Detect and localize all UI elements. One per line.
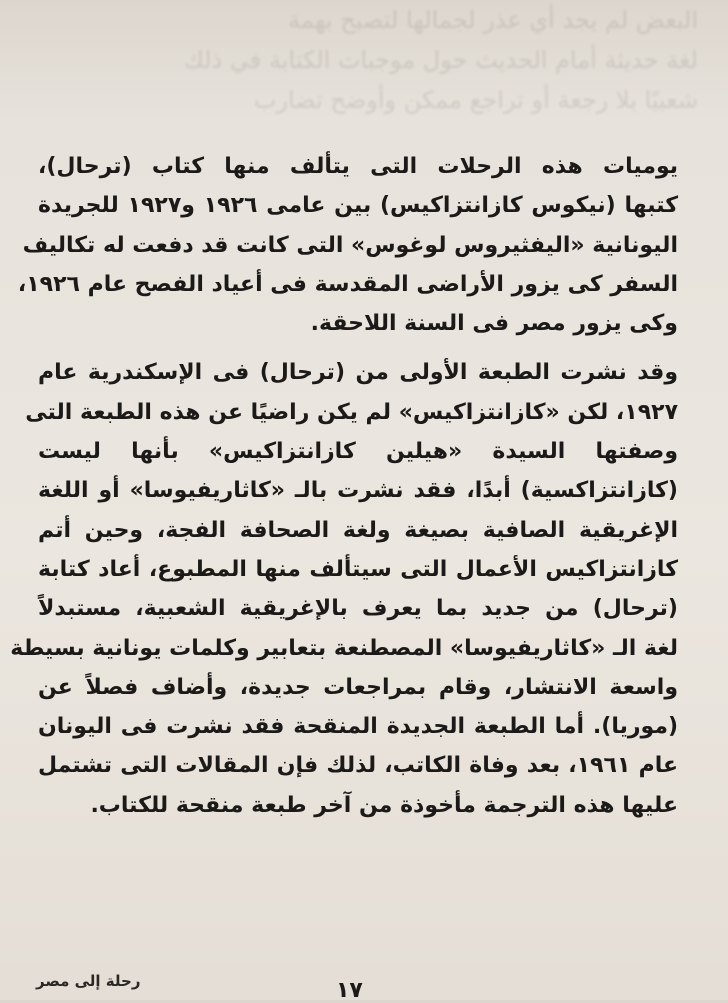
text-line: (كازانتزاكسية) أبدًا، فقد نشرت بالـ «كاثاريفيوسا» أو اللغة	[38, 478, 678, 504]
body-text	[10, 147, 678, 825]
text-line: الإغريقية الصافية بصيغة ولغة الصحافة الفجة، وحين أتم	[38, 517, 678, 543]
text-line: (ترحال) من جديد بما يعرف بالإغريقية الشعبية، مستبدلاً	[38, 596, 678, 622]
bleed-through-text	[20, 0, 698, 120]
bleed-line: البعض لم يجد أي عذر لجمالها لتصبح بهمة	[288, 6, 698, 34]
text-line: كازانتزاكيس الأعمال التى سيتألف منها المطبوع، أعاد كتابة	[38, 556, 678, 582]
text-line: كتبها (نيكوس كازانتزاكيس) بين عامى ١٩٢٦ و١٩٢٧ للجريدة	[38, 193, 678, 219]
paragraph-1	[17, 147, 678, 343]
text-line: اليونانية «اليفثيروس لوغوس» التى كانت قد دفعت له تكاليف	[22, 232, 678, 258]
bleed-line: لغة حديثة أمام الحديث حول موجبات الكتابة في ذلك	[184, 46, 698, 74]
text-line: وكى يزور مصر فى السنة اللاحقة.	[310, 311, 678, 337]
text-line: واسعة الانتشار، وقام بمراجعات جديدة، وأضاف فصلاً عن	[38, 674, 678, 700]
paragraph-2	[10, 353, 678, 825]
text-line: ١٩٢٧، لكن «كازانتزاكيس» لم يكن راضيًا عن هذه الطبعة التى	[25, 399, 678, 425]
text-line: عليها هذه الترجمة مأخوذة من آخر طبعة منقحة للكتاب.	[90, 792, 678, 818]
running-footer	[36, 970, 216, 1000]
text-line: السفر كى يزور الأراضى المقدسة فى أعياد الفصح عام ١٩٢٦،	[17, 271, 678, 297]
paragraph-spacer	[38, 343, 678, 353]
text-line: وقد نشرت الطبعة الأولى من (ترحال) فى الإسكندرية عام	[38, 360, 678, 386]
text-line: وصفتها السيدة «هيلين كازانتزاكيس» بأنها ليست	[38, 439, 678, 465]
book-title: رحلة إلى مصر	[36, 972, 141, 990]
bleed-line: شعبيًا بلا رجعة أو تراجع ممكن وأوضح تضارب	[253, 86, 698, 114]
text-line: (موريا). أما الطبعة الجديدة المنقحة فقد نشرت فى اليونان	[38, 714, 678, 740]
text-line: عام ١٩٦١، بعد وفاة الكاتب، لذلك فإن المقالات التى تشتمل	[38, 753, 678, 779]
text-line: يوميات هذه الرحلات التى يتألف منها كتاب (ترحال)،	[38, 154, 678, 179]
text-line: لغة الـ «كاثاريفيوسا» المصطنعة بتعابير وكلمات يونانية بسيطة	[10, 635, 678, 661]
page-number: ١٧	[336, 978, 363, 1003]
